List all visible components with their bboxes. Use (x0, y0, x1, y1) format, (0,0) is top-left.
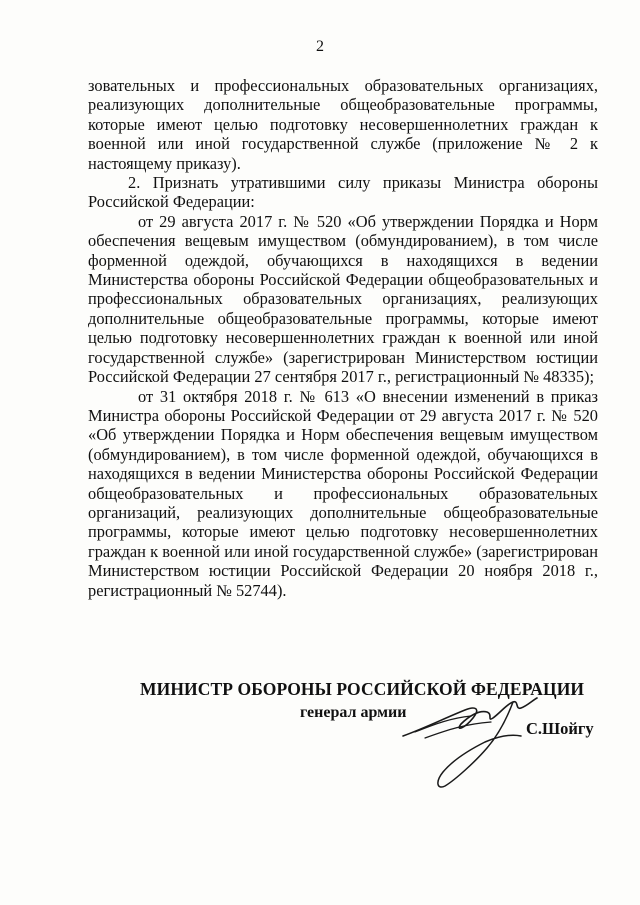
paragraph-continuation: зовательных и профессиональных образовательных организациях, реализующих дополнительные общеобразовательные программы, которые имеют целью подготовку несовершеннолетних граждан к военной или иной государственной службе (приложение № 2 к настоящему приказу). (88, 76, 598, 173)
handwritten-signature (395, 688, 545, 793)
paragraph-item-2: 2. Признать утратившими силу приказы Министра обороны Российской Федерации: (88, 173, 598, 212)
paragraph-order-520: от 29 августа 2017 г. № 520 «Об утверждении Порядка и Норм обеспечения вещевым имуществом (обмундированием), в том числе форменной одеждой, обучающихся в находящихся в ведении Министерства обороны Российской Федерации общеобразовательных и профессиональных образовательных организациях, реализующих дополнительные общеобразовательные программы, которые имеют целью подготовку несовершеннолетних граждан к военной или иной государственной службе» (зарегистрирован Министерством юстиции Российской Федерации 27 сентября 2017 г., регистрационный № 48335); (88, 211, 598, 387)
page-number: 2 (316, 38, 324, 55)
signatory-title: МИНИСТР ОБОРОНЫ РОССИЙСКОЙ ФЕДЕРАЦИИ (140, 679, 585, 699)
signatory-rank: генерал армии (300, 704, 407, 721)
signatory-name: С.Шойгу (526, 719, 594, 738)
paragraph-order-613: от 31 октября 2018 г. № 613 «О внесении изменений в приказ Министра обороны Российской Федерации от 29 августа 2017 г. № 520 «Об утверждении Порядка и Норм обеспечения вещевым имуществом (обмундированием), в том числе форменной одеждой, обучающихся в находящихся в ведении Министерства обороны Российской Федерации общеобразовательных и профессиональных образовательных организаций, реализующих дополнительные общеобразовательные программы, которые имеют целью подготовку несовершеннолетних граждан к военной или иной государственной службе» (зарегистрирован Министерством юстиции Российской Федерации 20 ноября 2018 г., регистрационный № 52744). (88, 386, 598, 600)
